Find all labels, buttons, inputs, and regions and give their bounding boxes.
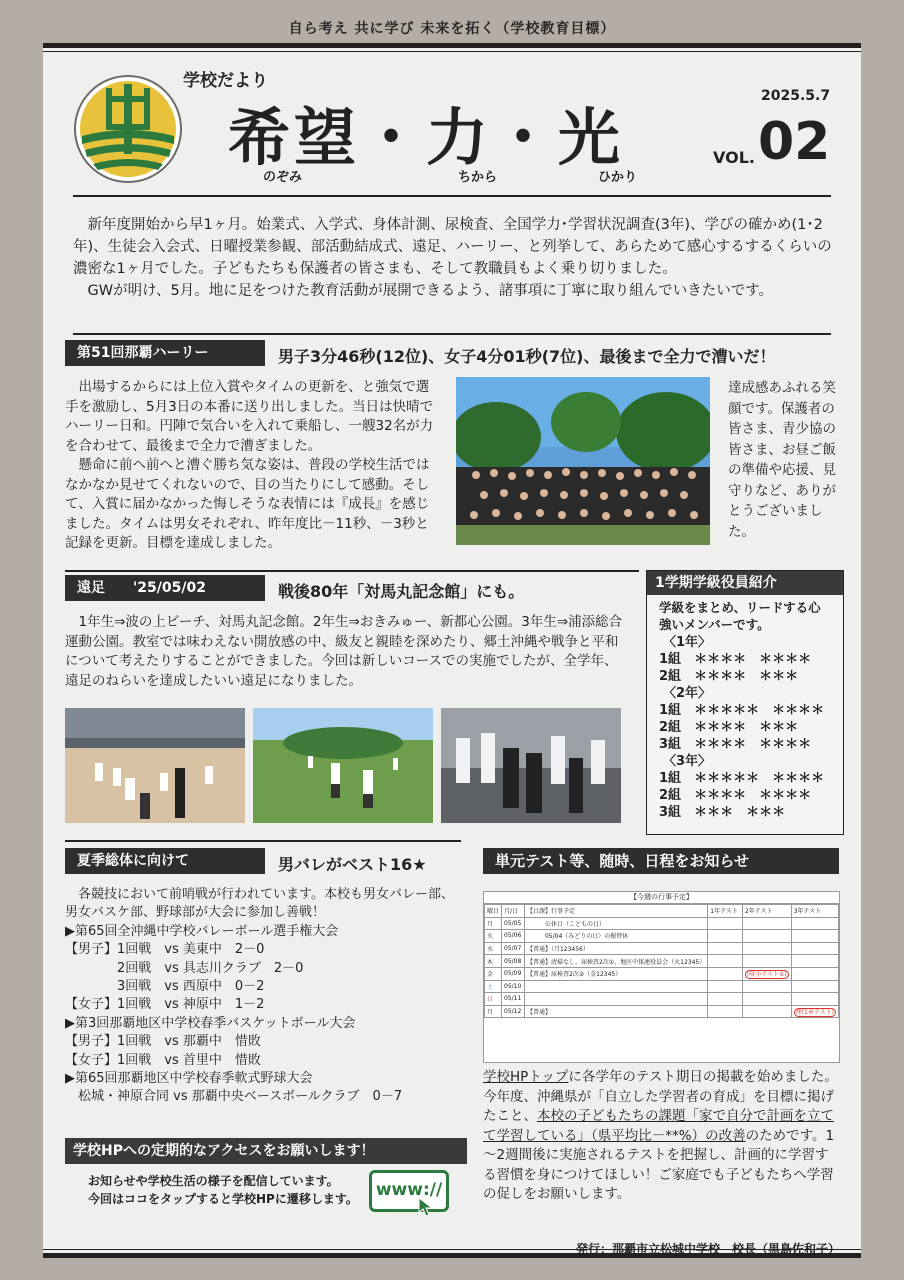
officers-lead: 学級をまとめ、リードする心強いメンバーです。 <box>659 600 821 632</box>
park-photo <box>253 708 433 823</box>
furigana-nozomi: のぞみ <box>263 170 303 185</box>
schedule-col: 曜日 <box>485 905 502 918</box>
schedule-row: 木 05/08 【普通】清掃なし、尿検査2次①、地区中体連役員会（火12345） <box>485 955 839 968</box>
officer-row: 2組 ＊＊＊＊ ＊＊＊＊ <box>659 788 812 803</box>
newsletter-kicker: 学校だより <box>183 71 268 91</box>
hp-note-line: 今回はココをタップすると学校HPに遷移します。 <box>88 1192 358 1206</box>
schedule-col: 月/日 <box>502 905 525 918</box>
ensoku-headline: 戦後80年「対馬丸記念館」にも。 <box>278 582 525 601</box>
sports-line: 松城・神原合同 vs 那覇中央ベースボールクラブ 0－7 <box>65 1089 403 1105</box>
volume-number: 02 <box>758 112 831 172</box>
furigana-chikara: ちから <box>458 170 498 185</box>
sports-line: ▶第65回全沖縄中学校バレーボール選手権大会 <box>65 923 339 939</box>
schedule-row: 日 05/11 <box>485 993 839 1006</box>
ensoku-paragraph: 1年生⇒波の上ビーチ、対馬丸記念館。2年生⇒おきみゅー、新都心公園。3年生⇒浦添総合運動公園。教室では味わえない開放感の中、級友と親睦を深めたり、郷土沖縄や戦争と平和について考えたりすることができました。今回は新しいコースでの実施でしたが、全学年、遠足のねらいを達成したいい遠足になりました。 <box>65 614 623 689</box>
intro-text <box>73 214 833 302</box>
schedule-col: 【日課】行事予定 <box>524 905 707 918</box>
sports-results <box>65 886 460 1107</box>
officer-row: 3組 ＊＊＊＊ ＊＊＊＊ <box>659 737 812 752</box>
officer-row: 1組 ＊＊＊＊＊ ＊＊＊＊ <box>659 703 825 718</box>
schedule-row: 月 05/05 公休日（こどもの日） <box>485 917 839 930</box>
section-rule <box>65 570 639 572</box>
sports-line: 【女子】1回戦 vs 神原中 1－2 <box>65 997 265 1013</box>
sports-line: 【女子】1回戦 vs 首里中 惜敗 <box>65 1052 261 1068</box>
newsletter-title: 希望・力・光 <box>228 101 625 174</box>
harii-paragraph: 懸命に前へ前へと漕ぐ勝ち気な姿は、普段の学校生活ではなかなか見せてくれないので、目の当たりにして感動。そして、入賞に届かなかった悔しそうな表情には『成長』を感じました。タイムは男女それぞれ、昨年度比－11秒、－3秒と記録を更新。目標を達成しました。 <box>65 457 430 551</box>
volume-label: VOL. <box>713 148 755 167</box>
grade-label: 〈3年〉 <box>663 754 712 769</box>
hp-top-link-text[interactable]: 学校HPトップ <box>483 1069 569 1085</box>
header-rule <box>73 195 831 197</box>
harii-body <box>65 378 437 554</box>
class-officers-box <box>646 570 844 835</box>
officer-row: 3組 ＊＊＊ ＊＊＊ <box>659 805 786 820</box>
schedule-row: 土 05/10 <box>485 980 839 993</box>
schedule-header-row <box>485 905 839 918</box>
schedule-row: 月 05/12 【普通】 理(1章テスト) <box>485 1005 839 1018</box>
weekly-schedule-image <box>483 891 840 1063</box>
school-hp-button[interactable]: www:// <box>369 1170 449 1212</box>
tests-body: 学校HPトップに各学年のテスト期日の掲載を始めました。今年度、沖縄県が「自立した学習者の育成」を目標に掲げたこと、本校の子どもたちの課題「家で自分で計画を立てて学習している」（県平均比－**%）の改善のためです。1～2週間後に実施されるテストを把握し、計画的に学習する習慣を身につけてほしい！ご家庭でも子どもたちへ学習の促しをお願いします。 <box>483 1069 838 1202</box>
harii-caption: 達成感あふれる笑顔です。保護者の皆さま、青少協の皆さま、お昼ご飯の準備や応援、見守りなど、ありがとうございました。 <box>728 380 836 540</box>
furigana-hikari: ひかり <box>598 170 638 185</box>
tests-headline: 単元テスト等、随時、日程をお知らせ <box>483 848 839 874</box>
school-motto: 自ら考え 共に学び 未来を拓く（学校教育目標） <box>288 21 616 37</box>
sports-line: 2回戦 vs 具志川クラブ 2－0 <box>65 960 304 976</box>
beach-photo <box>65 708 245 823</box>
officer-row: 1組 ＊＊＊＊ ＊＊＊＊ <box>659 652 812 667</box>
officers-title: 1学期学級役員紹介 <box>647 571 843 595</box>
sports-tag: 夏季総体に向けて <box>65 848 265 874</box>
ensoku-body <box>65 613 625 691</box>
hp-note <box>88 1172 358 1208</box>
officer-row: 1組 ＊＊＊＊＊ ＊＊＊＊ <box>659 771 825 786</box>
ensoku-tag: 遠足 '25/05/02 <box>65 575 265 601</box>
schedule-col: 3年テスト <box>791 905 838 918</box>
sports-line: 各競技において前哨戦が行われています。本校も男女バレー部、男女バスケ部、野球部が大会に参加し善戦！ <box>65 887 454 921</box>
newsletter-page <box>43 43 861 1258</box>
intro-paragraph: 新年度開始から早1ヶ月。始業式、入学式、身体計測、尿検査、全国学力･学習状況調査(3年)、学びの確かめ(1･2年)、生徒会入会式、日曜授業参観、部活動結成式、遠足、ハーリー、と列挙して、あらためて感心するするくらいの濃密な1ヶ月でした。子どもたちも保護者の皆さまも、そして教職員もよく乗り切りました。 <box>73 217 832 277</box>
officers-list <box>647 633 843 821</box>
officer-row: 2組 ＊＊＊＊ ＊＊＊ <box>659 669 799 684</box>
museum-photo <box>441 708 621 823</box>
publisher-footer: 発行：那覇市立松城中学校 校長（黒島佐和子） <box>576 1242 841 1256</box>
officer-row: 2組 ＊＊＊＊ ＊＊＊ <box>659 720 799 735</box>
harii-team-photo <box>456 377 710 545</box>
schedule-title: 【今週の行事予定】 <box>484 892 839 904</box>
grade-label: 〈2年〉 <box>663 686 712 701</box>
schedule-table <box>484 904 839 1018</box>
test-mark-circle: 理(1章テスト) <box>795 1009 834 1017</box>
grade-label: 〈1年〉 <box>663 635 712 650</box>
schedule-col: 2年テスト <box>742 905 791 918</box>
schedule-row: 水 05/07 【普通】（月123456） <box>485 942 839 955</box>
sports-line: ▶第3回那覇地区中学校春季バスケットボール大会 <box>65 1015 356 1031</box>
schedule-row: 金 05/09 【普通】尿検査2次②（金12345） 国(小テスト①) <box>485 967 839 980</box>
issue-date: 2025.5.7 <box>761 88 831 104</box>
schedule-col: 1年テスト <box>708 905 743 918</box>
sports-line: 3回戦 vs 西原中 0－2 <box>65 979 265 995</box>
section-rule <box>73 333 831 335</box>
intro-paragraph: GWが明け、5月。地に足をつけた教育活動が展開できるよう、諸事項に丁寧に取り組んでいきたいです。 <box>87 283 774 299</box>
hp-note-line: お知らせや学校生活の様子を配信しています。 <box>88 1174 339 1188</box>
sports-line: 【男子】1回戦 vs 那覇中 惜敗 <box>65 1034 261 1050</box>
schedule-row: 火 05/06 05/04（みどりの日）の振替休 <box>485 930 839 943</box>
sports-line: ▶第65回那覇地区中学校春季軟式野球大会 <box>65 1071 313 1087</box>
cursor-icon <box>417 1196 437 1218</box>
hp-access-bar: 学校HPへの定期的なアクセスをお願いします！ <box>65 1138 467 1164</box>
harii-headline: 男子3分46秒(12位)、女子4分01秒(7位)、最後まで全力で漕いだ！ <box>278 347 776 366</box>
sports-line: 【男子】1回戦 vs 美東中 2－0 <box>65 942 265 958</box>
harii-paragraph: 出場するからには上位入賞やタイムの更新を、と強気で選手を激励し、5月3日の本番に送り出しました。当日は快晴でハーリー日和。円陣で気合いを入れて乗船し、一艘32名が力を合わせて、最後まで全力で漕ぎました。 <box>65 379 434 454</box>
sports-headline: 男バレがベスト16★ <box>278 855 427 874</box>
section-rule <box>65 840 461 842</box>
school-logo <box>73 74 183 184</box>
harii-tag: 第51回那覇ハーリー <box>65 340 265 366</box>
test-mark-circle: 国(小テスト①) <box>746 971 787 979</box>
